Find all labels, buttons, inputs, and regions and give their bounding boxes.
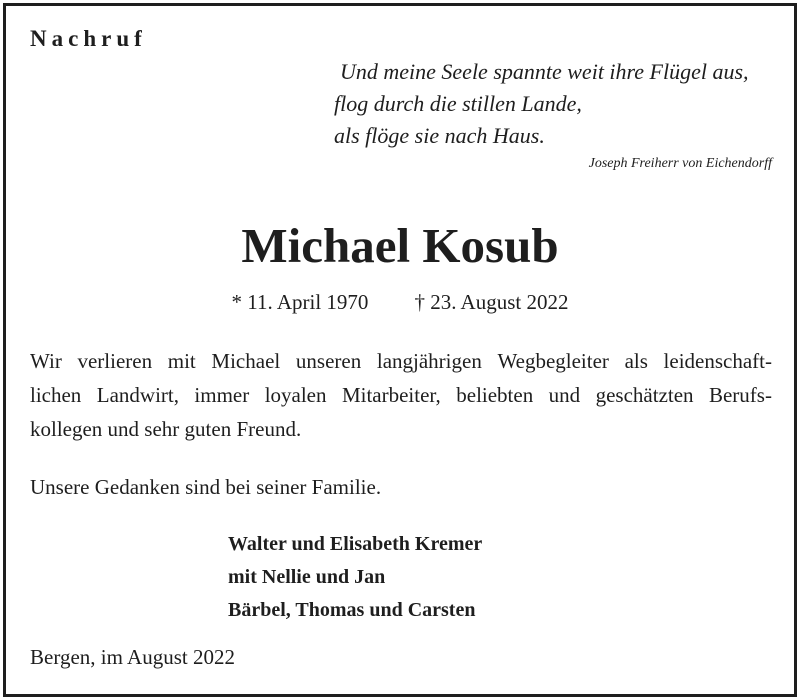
word: immer: [194, 383, 250, 407]
deceased-name: Michael Kosub: [241, 218, 559, 273]
word: unseren: [295, 349, 362, 373]
poem-line: als flöge sie nach Haus.: [334, 123, 545, 148]
word: Wegbegleiter: [497, 349, 609, 373]
signer-line: Walter und Elisabeth Kremer: [228, 533, 483, 555]
signer-line: Bärbel, Thomas und Carsten: [228, 599, 476, 621]
word: lichen: [30, 383, 82, 407]
poem-author: Joseph Freiherr von Eichendorff: [588, 156, 772, 171]
word: Berufs-: [708, 383, 772, 407]
word: Mitarbeiter,: [341, 383, 441, 407]
word: leidenschaft-: [663, 349, 772, 373]
word: langjährigen: [376, 349, 482, 373]
word: geschätzten: [595, 383, 694, 407]
condolence-line: Unsere Gedanken sind bei seiner Familie.: [30, 475, 382, 499]
word: verlieren: [77, 349, 153, 373]
word: als: [624, 349, 648, 373]
birth-date: * 11. April 1970: [231, 290, 369, 314]
word: und: [548, 383, 581, 407]
obituary-heading: Nachruf: [30, 26, 147, 51]
signer-line: mit Nellie und Jan: [228, 566, 386, 588]
word: Wir: [30, 349, 62, 373]
word: Michael: [211, 349, 281, 373]
poem-line: Und meine Seele spannte weit ihre Flügel aus,: [340, 59, 749, 84]
poem-quote: [334, 56, 774, 152]
word: loyalen: [264, 383, 327, 407]
message-line-3: kollegen und sehr guten Freund.: [30, 417, 302, 441]
death-date: † 23. August 2022: [414, 290, 569, 314]
life-dates: [0, 290, 800, 315]
word: Landwirt,: [96, 383, 179, 407]
place-and-date: Bergen, im August 2022: [30, 645, 235, 669]
word: mit: [167, 349, 196, 373]
message-line-2: [30, 378, 772, 412]
word: beliebten: [456, 383, 534, 407]
message-paragraph: [30, 344, 772, 446]
message-line-1: [30, 344, 772, 378]
signers-block: [228, 528, 482, 627]
poem-line: flog durch die stillen Lande,: [334, 91, 582, 116]
